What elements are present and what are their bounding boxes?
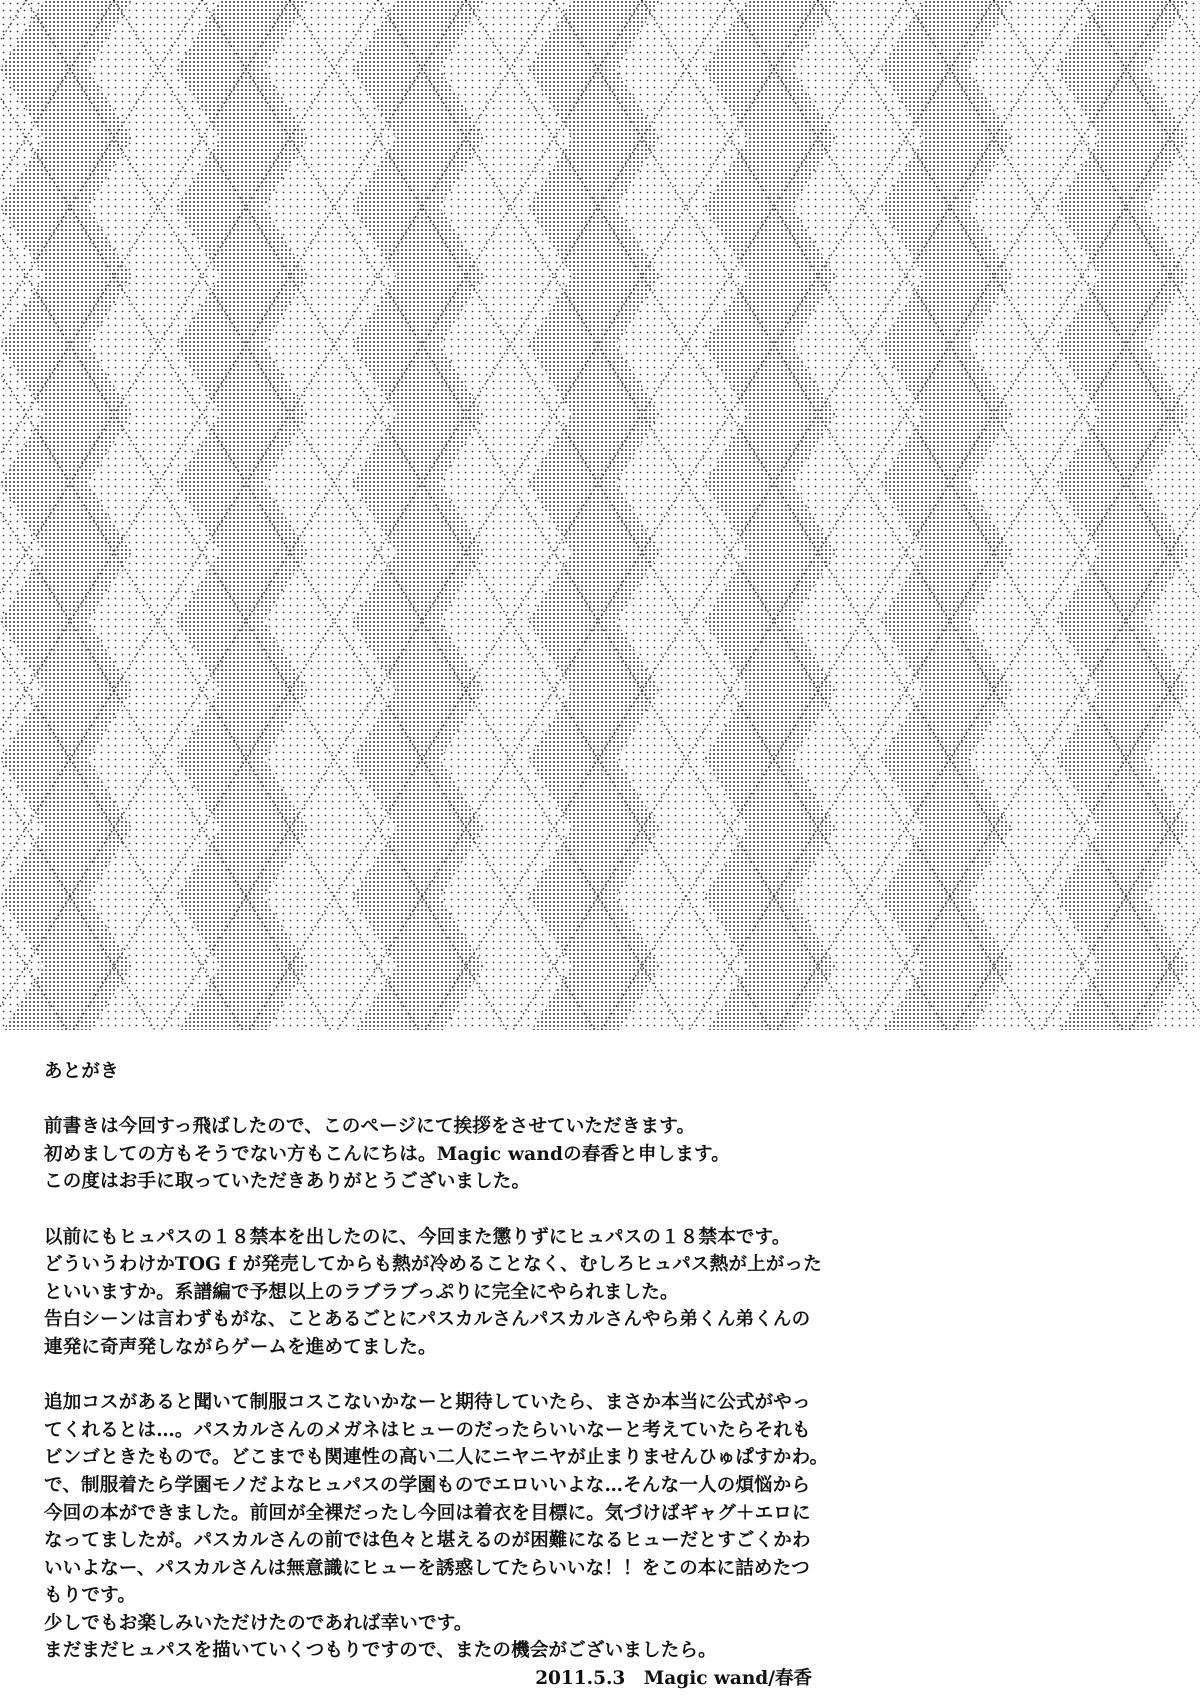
text-line: 今回の本ができました。前回が全裸だったし今回は着衣を目標に。気づけばギャグ＋エロに [44,1502,811,1524]
text-line: いいよなー、パスカルさんは無意識にヒューを誘惑してたらいいな！！をこの本に詰めたつ [44,1557,810,1579]
text-line: 連発に奇声発しながらゲームを進めてました。 [44,1336,437,1358]
text-line: 少しでもお楽しみいただけたのであれば幸いです。 [44,1612,473,1634]
text-line: で、制服着たら学園モノだよなヒュパスの学園ものでエロいいよな…そんな一人の煩悩から [44,1474,811,1496]
text-line: この度はお手に取っていただきありがとうございました。 [44,1171,531,1193]
afterword-paragraph-3 [44,1389,1154,1665]
text-line: ビンゴときたもので。どこまでも関連性の高い二人にニヤニヤが止まりませんひゅぱすかわ。 [44,1447,829,1469]
text-line: てくれるとは…。パスカルさんのメガネはヒューのだったらいいなーと考えていたらそれも [44,1419,811,1441]
text-line: といいますか。系譜編で予想以上のラブラブっぷりに完全にやられました。 [44,1281,679,1303]
afterword-paragraph-2 [44,1224,1154,1362]
text-line: 告白シーンは言わずもがな、ことあるごとにパスカルさんパスカルさんやら弟くん弟くんの [44,1309,811,1331]
text-line: 以前にもヒュパスの１８禁本を出したのに、今回また懲りずにヒュパスの１８禁本です。 [44,1226,791,1248]
text-line: 前書きは今回すっ飛ばしたので、このページにて挨拶をさせていただきます。 [44,1116,696,1138]
text-line: どういうわけかTOG f が発売してからも熱が冷めることなく、むしろヒュパス熱が上がった [44,1254,822,1276]
text-line: もりです。 [44,1585,137,1607]
text-line: 初めましての方もそうでない方もこんにちは。Magic wandの春香と申します。 [44,1143,730,1165]
text-line: 追加コスがあると聞いて制服コスこないかなーと期待していたら、まさか本当に公式がやっ [44,1392,811,1414]
afterword-section [44,1058,1154,1693]
afterword-paragraph-1 [44,1113,1154,1196]
text-line: まだまだヒュパスを描いていくつもりですので、またの機会がございましたら。 [44,1640,717,1662]
signature-date-author: 2011.5.3 Magic wand/春香 [535,1668,812,1689]
afterword-title: あとがき [44,1061,119,1082]
text-line: なってましたが。パスカルさんの前では色々と堪えるのが困難になるヒューだとすごくかわ [44,1530,811,1552]
